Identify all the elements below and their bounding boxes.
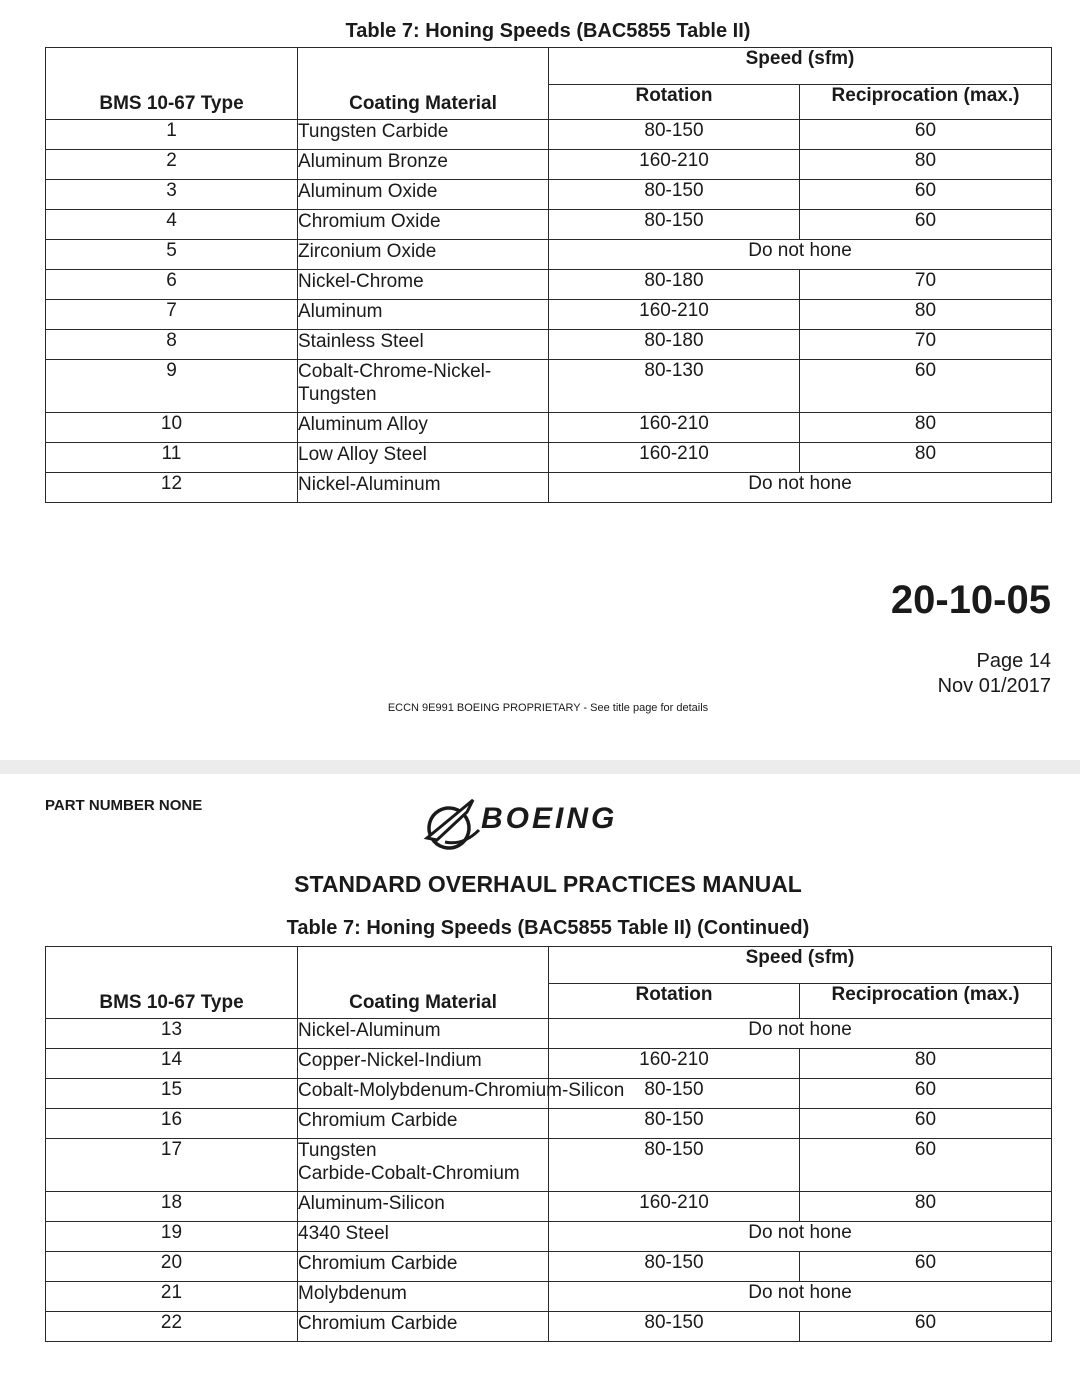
type-cell: 16 — [46, 1109, 298, 1139]
reciprocation-cell: 60 — [800, 1139, 1052, 1192]
do-not-hone-cell: Do not hone — [549, 1019, 1052, 1049]
page-separator — [0, 760, 1080, 774]
do-not-hone-cell: Do not hone — [549, 1222, 1052, 1252]
table-row — [46, 1222, 1052, 1252]
reciprocation-cell: 60 — [800, 210, 1052, 240]
type-cell: 2 — [46, 150, 298, 180]
reciprocation-cell: 70 — [800, 270, 1052, 300]
rotation-cell: 80-150 — [549, 1079, 800, 1109]
rotation-cell: 160-210 — [549, 443, 800, 473]
rotation-cell: 80-150 — [549, 210, 800, 240]
boeing-symbol-icon — [423, 796, 483, 854]
material-cell: Cobalt-Molybdenum-Chromium-Silicon — [298, 1079, 549, 1109]
rotation-cell: 80-150 — [549, 120, 800, 150]
reciprocation-cell: 70 — [800, 330, 1052, 360]
header-rotation: Rotation — [549, 984, 800, 1019]
material-cell: Nickel-Aluminum — [298, 473, 549, 503]
boeing-wordmark: BOEING — [481, 802, 618, 835]
material-cell: Aluminum — [298, 300, 549, 330]
type-cell: 11 — [46, 443, 298, 473]
material-cell: Aluminum Bronze — [298, 150, 549, 180]
table-row — [46, 1019, 1052, 1049]
table-row — [46, 120, 1052, 150]
rotation-cell: 80-180 — [549, 270, 800, 300]
type-cell: 8 — [46, 330, 298, 360]
table-row — [46, 180, 1052, 210]
type-cell: 3 — [46, 180, 298, 210]
rotation-cell: 160-210 — [549, 1049, 800, 1079]
rotation-cell: 80-150 — [549, 1109, 800, 1139]
material-cell: Chromium Carbide — [298, 1109, 549, 1139]
do-not-hone-cell: Do not hone — [549, 473, 1052, 503]
material-cell: Zirconium Oxide — [298, 240, 549, 270]
material-line: Tungsten — [298, 1140, 377, 1161]
honing-speeds-table — [45, 47, 1052, 503]
type-cell: 15 — [46, 1079, 298, 1109]
rotation-cell: 160-210 — [549, 300, 800, 330]
material-cell: Chromium Carbide — [298, 1312, 549, 1342]
header-rotation: Rotation — [549, 85, 800, 120]
reciprocation-cell: 80 — [800, 150, 1052, 180]
material-cell: Aluminum Oxide — [298, 180, 549, 210]
rotation-cell: 80-130 — [549, 360, 800, 413]
material-line: Tungsten — [298, 384, 377, 405]
honing-speeds-table-continued — [45, 946, 1052, 1342]
table-row — [46, 1252, 1052, 1282]
rotation-cell: 160-210 — [549, 1192, 800, 1222]
table-row — [46, 1049, 1052, 1079]
rotation-cell: 160-210 — [549, 413, 800, 443]
header-reciprocation: Reciprocation (max.) — [800, 984, 1052, 1019]
part-number: PART NUMBER NONE — [45, 797, 203, 814]
rotation-cell: 160-210 — [549, 150, 800, 180]
manual-title: STANDARD OVERHAUL PRACTICES MANUAL — [294, 871, 802, 897]
rotation-cell: 80-150 — [549, 180, 800, 210]
material-cell: Tungsten Carbide — [298, 120, 549, 150]
revision-date: Nov 01/2017 — [937, 675, 1051, 697]
type-cell: 20 — [46, 1252, 298, 1282]
rotation-cell: 80-180 — [549, 330, 800, 360]
reciprocation-cell: 60 — [800, 120, 1052, 150]
table-row — [46, 1312, 1052, 1342]
table-row — [46, 473, 1052, 503]
reciprocation-cell: 80 — [800, 1049, 1052, 1079]
header-reciprocation: Reciprocation (max.) — [800, 85, 1052, 120]
table-row — [46, 150, 1052, 180]
type-cell: 9 — [46, 360, 298, 413]
type-cell: 6 — [46, 270, 298, 300]
material-cell: Aluminum Alloy — [298, 413, 549, 443]
reciprocation-cell: 60 — [800, 1079, 1052, 1109]
type-cell: 18 — [46, 1192, 298, 1222]
header-bms-type: BMS 10-67 Type — [46, 947, 298, 1019]
type-cell: 14 — [46, 1049, 298, 1079]
material-cell: Aluminum-Silicon — [298, 1192, 549, 1222]
reciprocation-cell: 80 — [800, 1192, 1052, 1222]
section-code: 20-10-05 — [890, 578, 1051, 622]
table-row — [46, 1139, 1052, 1192]
table-row — [46, 330, 1052, 360]
material-cell: Nickel-Aluminum — [298, 1019, 549, 1049]
document-page-15 — [0, 774, 1080, 1383]
table-row — [46, 1282, 1052, 1312]
reciprocation-cell: 60 — [800, 180, 1052, 210]
page-number: Page 14 — [976, 650, 1051, 672]
type-cell: 19 — [46, 1222, 298, 1252]
type-cell: 4 — [46, 210, 298, 240]
table-row — [46, 443, 1052, 473]
rotation-cell: 80-150 — [549, 1312, 800, 1342]
material-line: Cobalt-Chrome-Nickel- — [298, 361, 492, 382]
material-cell: Low Alloy Steel — [298, 443, 549, 473]
type-cell: 13 — [46, 1019, 298, 1049]
proprietary-footer: ECCN 9E991 BOEING PROPRIETARY - See title page for details — [387, 702, 709, 714]
table-row — [46, 1192, 1052, 1222]
table-row — [46, 270, 1052, 300]
table-row — [46, 300, 1052, 330]
type-cell: 21 — [46, 1282, 298, 1312]
type-cell: 1 — [46, 120, 298, 150]
material-cell — [298, 1139, 549, 1192]
reciprocation-cell: 60 — [800, 1252, 1052, 1282]
table-caption: Table 7: Honing Speeds (BAC5855 Table II) (Continued) — [286, 917, 810, 939]
material-line: Carbide-Cobalt-Chromium — [298, 1163, 520, 1184]
reciprocation-cell: 60 — [800, 1312, 1052, 1342]
header-speed-group: Speed (sfm) — [549, 48, 1052, 85]
material-cell: Chromium Oxide — [298, 210, 549, 240]
table-row — [46, 1079, 1052, 1109]
reciprocation-cell: 80 — [800, 443, 1052, 473]
material-cell: 4340 Steel — [298, 1222, 549, 1252]
type-cell: 17 — [46, 1139, 298, 1192]
material-cell: Stainless Steel — [298, 330, 549, 360]
header-bms-type: BMS 10-67 Type — [46, 48, 298, 120]
material-cell: Molybdenum — [298, 1282, 549, 1312]
type-cell: 12 — [46, 473, 298, 503]
header-speed-group: Speed (sfm) — [549, 947, 1052, 984]
boeing-logo — [423, 796, 663, 856]
header-coating-material: Coating Material — [298, 947, 549, 1019]
type-cell: 22 — [46, 1312, 298, 1342]
material-cell — [298, 360, 549, 413]
rotation-cell: 80-150 — [549, 1252, 800, 1282]
reciprocation-cell: 80 — [800, 300, 1052, 330]
table-row — [46, 210, 1052, 240]
rotation-cell: 80-150 — [549, 1139, 800, 1192]
table-row — [46, 360, 1052, 413]
type-cell: 10 — [46, 413, 298, 443]
type-cell: 7 — [46, 300, 298, 330]
table-row — [46, 240, 1052, 270]
reciprocation-cell: 80 — [800, 413, 1052, 443]
table-row — [46, 413, 1052, 443]
reciprocation-cell: 60 — [800, 360, 1052, 413]
do-not-hone-cell: Do not hone — [549, 240, 1052, 270]
table-caption: Table 7: Honing Speeds (BAC5855 Table II) — [345, 20, 751, 42]
table-row — [46, 1109, 1052, 1139]
type-cell: 5 — [46, 240, 298, 270]
header-coating-material: Coating Material — [298, 48, 549, 120]
do-not-hone-cell: Do not hone — [549, 1282, 1052, 1312]
material-cell: Chromium Carbide — [298, 1252, 549, 1282]
material-cell: Copper-Nickel-Indium — [298, 1049, 549, 1079]
material-cell: Nickel-Chrome — [298, 270, 549, 300]
reciprocation-cell: 60 — [800, 1109, 1052, 1139]
